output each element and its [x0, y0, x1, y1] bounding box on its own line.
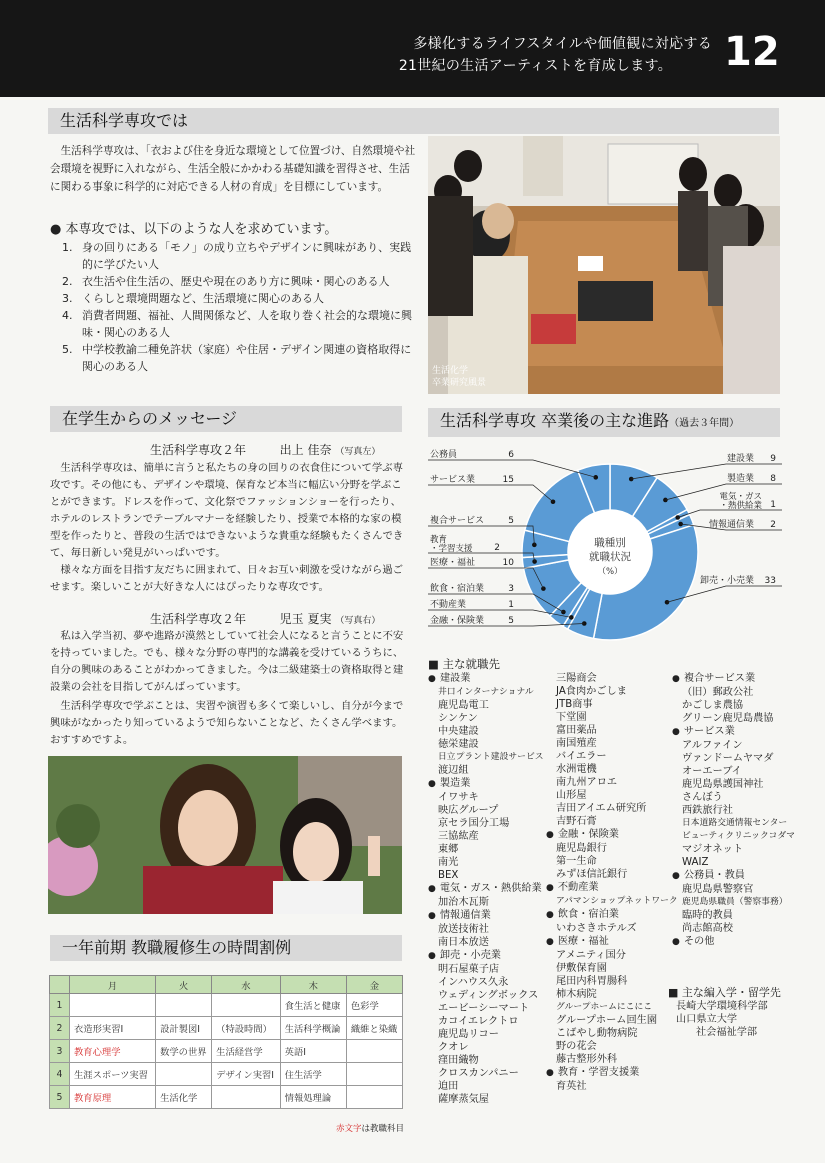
timetable-period: 4 — [50, 1063, 70, 1086]
employer-item: 南国殖産 — [556, 738, 597, 749]
transfer-item: 社会福祉学部 — [696, 1027, 758, 1038]
classroom-illustration — [428, 136, 780, 394]
employer-item: 伊敷保育園 — [556, 963, 607, 974]
employer-item: 南光 — [438, 857, 459, 868]
timetable-period: 2 — [50, 1017, 70, 1040]
students-illustration — [48, 756, 402, 914]
pie-label: 不動産業 — [430, 600, 467, 610]
employer-item: グループホームにこにこ — [556, 1002, 653, 1012]
timetable-cell: 数学の世界 — [156, 1040, 212, 1063]
timetable-note-rest: は教職科目 — [361, 1124, 404, 1134]
pie-label: ・学習支援 — [430, 544, 473, 554]
message-1-name: 出上 佳奈 — [279, 443, 332, 457]
pie-label: 情報通信業 — [708, 520, 754, 530]
employer-item: こばやし動物病院 — [556, 1028, 638, 1039]
employer-item: 南日本放送 — [438, 937, 489, 948]
employer-category: ● 複合サービス業 — [672, 672, 787, 686]
header-tagline-2: 21世紀の生活アーティストを育成します。 — [398, 58, 672, 74]
employer-item: 鹿児島県護国神社 — [682, 779, 764, 790]
timetable-cell: 織維と染織 — [346, 1017, 402, 1040]
employer-item: 吉野石膏 — [556, 816, 597, 827]
timetable-row — [50, 994, 403, 1017]
timetable-day: 水 — [212, 976, 280, 994]
employer-category: ● 不動産業 — [546, 881, 671, 895]
timetable-row — [50, 1063, 403, 1086]
pie-label: 建設業 — [726, 454, 754, 464]
timetable-row — [50, 1086, 403, 1109]
employer-item: 加治木瓦斯 — [438, 897, 489, 908]
seek-item-text: 身の回りにある「モノ」の成り立ちやデザインに興味があり、実践的に学びたい人 — [82, 241, 412, 271]
employer-category: ● 製造業 — [428, 777, 558, 791]
employer-item: 山形屋 — [556, 790, 587, 801]
timetable-cell: 設計製図Ⅰ — [156, 1017, 212, 1040]
employer-item: アメニティ国分 — [556, 950, 626, 961]
timetable-cell — [156, 994, 212, 1017]
message-2-paragraph-2: 生活科学専攻で学ぶことは、実習や演習も多くて楽しいし、自分が今まで興味がなかったり知っているようで知らないことなど、たくさん学べます。おすすめですよ。 — [50, 700, 404, 746]
employer-item: 第一生命 — [556, 856, 597, 867]
employer-item: 鹿児島銀行 — [556, 843, 607, 854]
pie-value: 1 — [508, 600, 514, 610]
career-pie-chart — [428, 440, 782, 645]
pie-leader-dot — [663, 498, 668, 503]
employer-item: 放送技術社 — [438, 924, 489, 935]
employer-item: 京セラ国分工場 — [438, 818, 510, 829]
timetable-cell: 英語Ⅰ — [280, 1040, 346, 1063]
employer-category: ● 情報通信業 — [428, 909, 558, 923]
timetable-cell: 生活科学概論 — [280, 1017, 346, 1040]
employer-item: イワサキ — [438, 792, 479, 803]
timetable-cell: 色彩学 — [346, 994, 402, 1017]
timetable-note-red: 赤文字 — [335, 1124, 362, 1134]
seek-title: ● 本専攻では、以下のような人を求めています。 — [50, 222, 338, 237]
employer-item: バイエラー — [556, 751, 607, 762]
employer-item: 富田薬品 — [556, 725, 597, 736]
employer-item: 水洲電機 — [556, 764, 597, 775]
timetable-cell: 教育原理 — [70, 1086, 156, 1109]
timetable-cell: デザイン実習Ⅰ — [212, 1063, 280, 1086]
message-1-note: （写真左） — [335, 447, 381, 457]
timetable-cell: 食生活と健康 — [280, 994, 346, 1017]
pie-label: 卸売・小売業 — [699, 576, 754, 586]
seek-item-number: 1. — [62, 241, 73, 254]
timetable-period: 5 — [50, 1086, 70, 1109]
pie-label: 金融・保険業 — [430, 616, 485, 626]
employer-item: クオレ — [438, 1042, 469, 1053]
pie-value: 15 — [502, 475, 514, 485]
pie-label: サービス業 — [430, 475, 476, 485]
employer-item: 尾田内科胃腸科 — [556, 976, 628, 987]
employer-item: エービーシーマート — [438, 1003, 530, 1014]
chart-center-line-3: （%） — [597, 567, 623, 577]
timetable — [49, 975, 403, 1109]
timetable-cell — [156, 1063, 212, 1086]
transfer-heading: ■ 主な編入学・留学先 — [668, 986, 781, 999]
employer-category: ● サービス業 — [672, 725, 787, 739]
timetable-cell: 住生活学 — [280, 1063, 346, 1086]
employer-item: 下堂園 — [556, 712, 587, 723]
employer-item: グループホーム回生園 — [556, 1015, 658, 1026]
message-2-name: 児玉 夏実 — [279, 612, 332, 626]
employer-item: 三協紘産 — [438, 831, 479, 842]
about-paragraph: 生活科学専攻は、「衣および住を身近な環境として位置づけ、自然環境や社会環境を視野に入れながら、生活全般にかかわる基礎知識を習得させ、生活に関わる事象に科学的に対応できる人材の育成」を目標にしています。 — [50, 145, 416, 193]
seek-item — [62, 341, 414, 375]
employer-item: 窪田織物 — [438, 1055, 479, 1066]
employer-item: 尚志館高校 — [682, 923, 733, 934]
message-2-dept: 生活科学専攻２年 — [150, 612, 247, 626]
timetable-cell: 生涯スポーツ実習 — [70, 1063, 156, 1086]
message-2-paragraph-1: 私は入学当初、夢や進路が漠然としていて社会人になると言うことに不安を持っていました。でも、様々な分野の専門的な講義を受けているうちに、自分の興味のあることがわかってきました。今は二級建築士の資格取得と建設業の会社を目指してがんばっています。 — [50, 630, 404, 693]
employer-category: ● 卸売・小売業 — [428, 949, 558, 963]
pie-value: 33 — [764, 576, 776, 586]
employer-item: 中央建設 — [438, 726, 479, 737]
pie-value: 2 — [770, 520, 776, 530]
pie-value: 8 — [770, 474, 776, 484]
message-1-dept: 生活科学専攻２年 — [150, 443, 247, 457]
employer-category: ● 電気・ガス・熱供給業 — [428, 882, 558, 896]
header-tagline-1: 多様化するライフスタイルや価値観に対応する — [413, 36, 712, 52]
message-2-author — [150, 611, 420, 629]
pie-value: 5 — [508, 516, 514, 526]
page-number: 12 — [724, 29, 780, 75]
employer-item: 柿木病院 — [556, 989, 597, 1000]
chart-center-line-2: 就職状況 — [589, 551, 631, 563]
seek-item — [62, 239, 414, 273]
timetable-corner — [50, 976, 70, 994]
employer-item: 育英社 — [556, 1081, 587, 1092]
pie-value: 10 — [502, 558, 514, 568]
employer-item: みずほ信託銀行 — [556, 869, 628, 880]
pie-value: 6 — [508, 450, 514, 460]
pie-label: 製造業 — [726, 474, 754, 484]
timetable-cell: 教育心理学 — [70, 1040, 156, 1063]
employer-item: 鹿児島電工 — [438, 700, 489, 711]
seek-item-number: 2. — [62, 275, 73, 288]
message-1-paragraph-2: 様々な方面を目指す友だちに囲まれて、日々お互い刺激を受けながら過ごせます。楽しいことが大好きな人にはぴったりな専攻です。 — [50, 564, 404, 593]
employer-category: ● 金融・保険業 — [546, 828, 671, 842]
pie-leader-line — [678, 510, 782, 517]
employer-item: JA食肉かごしま — [556, 686, 627, 697]
career-heading-note: （過去３年間） — [669, 418, 740, 429]
classroom-photo — [428, 136, 780, 394]
employer-item: インハウス久永 — [438, 977, 509, 988]
seek-item-text: くらしと環境問題など、生活環境に関心のある人 — [82, 292, 324, 305]
timetable-header-row — [50, 976, 403, 994]
employer-item: 日立プラント建設サービス — [438, 752, 544, 762]
pie-label: 飲食・宿泊業 — [430, 584, 485, 594]
employer-item: アパマンショップネットワーク — [556, 896, 678, 906]
employer-item: 渡辺組 — [438, 765, 469, 776]
employer-category: ● 公務員・教員 — [672, 869, 787, 883]
employer-category: ● 建設業 — [428, 672, 558, 686]
transfer-item: 山口県立大学 — [676, 1014, 738, 1025]
pie-label: 公務員 — [430, 450, 458, 460]
employers-column-3 — [672, 672, 795, 949]
timetable-period: 1 — [50, 994, 70, 1017]
seek-item — [62, 273, 414, 290]
employer-item: 藤古整形外科 — [556, 1054, 618, 1065]
transfer-item: 長崎大学環境科学部 — [676, 1001, 768, 1012]
employer-item: グリーン鹿児島農協 — [682, 713, 774, 724]
timetable-cell — [70, 994, 156, 1017]
timetable-day: 火 — [156, 976, 212, 994]
employer-item: 南九州アロエ — [556, 777, 618, 788]
employer-item: カコイエレクトロ — [438, 1016, 519, 1027]
employer-item: JTB商事 — [556, 699, 593, 710]
employer-item: 明石屋菓子店 — [438, 964, 500, 975]
timetable-cell — [212, 1086, 280, 1109]
seek-item-text: 中学校教諭二種免許状（家庭）や住居・デザイン関連の資格取得に関心のある人 — [82, 343, 412, 373]
career-heading-text: 生活科学専攻 卒業後の主な進路 — [440, 411, 670, 430]
pie-value: 2 — [494, 543, 500, 553]
employer-category: ● 教育・学習支援業 — [546, 1066, 671, 1080]
employer-item: マジオネット — [682, 844, 744, 855]
chart-center-line-1: 職種別 — [594, 537, 626, 549]
messages-heading: 在学生からのメッセージ — [50, 406, 402, 432]
employer-item: BEX — [438, 870, 459, 881]
employers-heading: ■ 主な就職先 — [428, 657, 501, 671]
timetable-day: 木 — [280, 976, 346, 994]
pie-label: ・熱供給業 — [719, 501, 762, 511]
seek-item-number: 3. — [62, 292, 73, 305]
pie-value: 5 — [508, 616, 514, 626]
timetable-cell: （特設時間） — [212, 1017, 280, 1040]
timetable-row — [50, 1040, 403, 1063]
employer-item: クロスカンパニー — [438, 1068, 519, 1079]
employer-item: さんぼう — [682, 792, 723, 803]
timetable-cell: 衣造形実習Ⅰ — [70, 1017, 156, 1040]
employer-category: ● 医療・福祉 — [546, 935, 671, 949]
pie-leader-line — [428, 485, 553, 502]
seek-list — [62, 239, 414, 375]
employer-item: かごしま農協 — [682, 700, 744, 711]
message-2-note: （写真右） — [335, 616, 381, 626]
pie-label: 教育 — [430, 535, 448, 545]
timetable-period: 3 — [50, 1040, 70, 1063]
timetable-cell — [212, 994, 280, 1017]
employer-item: （旧）郵政公社 — [682, 687, 754, 698]
employer-item: 徳栄建設 — [438, 739, 479, 750]
timetable-heading: 一年前期 教職履修生の時間割例 — [50, 935, 402, 961]
timetable-row — [50, 1017, 403, 1040]
seek-item-number: 4. — [62, 309, 73, 322]
employer-item: ウェディングボックス — [438, 990, 539, 1001]
employers-column-1 — [428, 672, 558, 1106]
employer-item: 三陽商会 — [556, 673, 597, 684]
pie-label: 医療・福祉 — [430, 558, 476, 568]
employer-item: 東郷 — [438, 844, 459, 855]
timetable-cell: 生活化学 — [156, 1086, 212, 1109]
employer-item: 鹿児島県職員（警察事務） — [682, 897, 788, 907]
photo-caption-2: 卒業研究風景 — [432, 378, 487, 388]
timetable-day: 月 — [70, 976, 156, 994]
seek-item-text: 消費者問題、福祉、人間関係など、人を取り巻く社会的な環境に興味・関心のある人 — [82, 309, 412, 339]
employer-item: 薩摩蒸気屋 — [438, 1094, 489, 1105]
employer-item: 迫田 — [438, 1081, 459, 1092]
employer-item: ビューティクリニックコダマ — [682, 831, 795, 841]
page-header — [0, 0, 825, 97]
pie-value: 1 — [770, 500, 776, 510]
message-1-author — [150, 442, 420, 460]
timetable-cell — [346, 1063, 402, 1086]
timetable-note — [300, 1122, 404, 1134]
pie-value: 9 — [770, 454, 776, 464]
employer-item: WAIZ — [682, 857, 709, 868]
timetable-cell — [346, 1040, 402, 1063]
transfer-list — [676, 1000, 786, 1039]
employer-item: 映広グループ — [438, 805, 499, 816]
pie-leader-dot — [665, 600, 670, 605]
employer-item: ヴァンドームヤマダ — [682, 753, 774, 764]
employer-item: 日本道路交通情報センター — [682, 818, 788, 828]
message-1-paragraph-1: 生活科学専攻は、簡単に言うと私たちの身の回りの衣食住について学ぶ専攻です。その他にも、デザインや環境、保育など本当に幅広い分野を学ぶことができます。ドレスを作って、文化祭でファッションショーを行ったり、ホテルのレストランでテーブルマナーを経験したり、授業で本格的な家の模型を作ったりと、普段の生活ではできないような貴重な経験もたくさんできて、毎日新しい発見がいっぱいです。 — [50, 462, 404, 559]
timetable-cell: 情報処理論 — [280, 1086, 346, 1109]
employer-item: 吉田アイエム研究所 — [556, 803, 647, 814]
pie-label: 複合サービス — [430, 516, 485, 526]
employer-item: 野の花会 — [556, 1041, 597, 1052]
career-heading — [428, 408, 780, 437]
pie-leader-dot — [593, 475, 598, 480]
seek-item-number: 5. — [62, 343, 73, 356]
employer-item: いわさきホテルズ — [556, 923, 637, 934]
pie-label: 電気・ガス — [719, 492, 762, 502]
seek-item-text: 衣生活や住生活の、歴史や現在のあり方に興味・関心のある人 — [82, 275, 390, 288]
seek-item — [62, 307, 414, 341]
photo-caption-1: 生活化学 — [432, 366, 469, 376]
employers-column-2 — [546, 672, 678, 1093]
employer-item: オーエーブイ — [682, 766, 742, 777]
about-heading: 生活科学専攻では — [48, 108, 779, 134]
employer-item: 井口インターナショナル — [438, 687, 534, 697]
seek-item — [62, 290, 414, 307]
employer-category: ● 飲食・宿泊業 — [546, 908, 671, 922]
employer-item: 鹿児島リコー — [438, 1029, 499, 1040]
students-photo — [48, 756, 402, 914]
employer-item: 西鉄旅行社 — [682, 805, 733, 816]
employer-item: 鹿児島県警察官 — [682, 884, 754, 895]
employer-category: ● その他 — [672, 935, 787, 949]
pie-value: 3 — [508, 584, 514, 594]
employer-item: アルファイン — [682, 740, 743, 751]
employer-item: 臨時的教員 — [682, 910, 733, 921]
employer-item: シンケン — [438, 713, 478, 724]
timetable-cell — [346, 1086, 402, 1109]
timetable-day: 金 — [346, 976, 402, 994]
timetable-cell: 生活経営学 — [212, 1040, 280, 1063]
